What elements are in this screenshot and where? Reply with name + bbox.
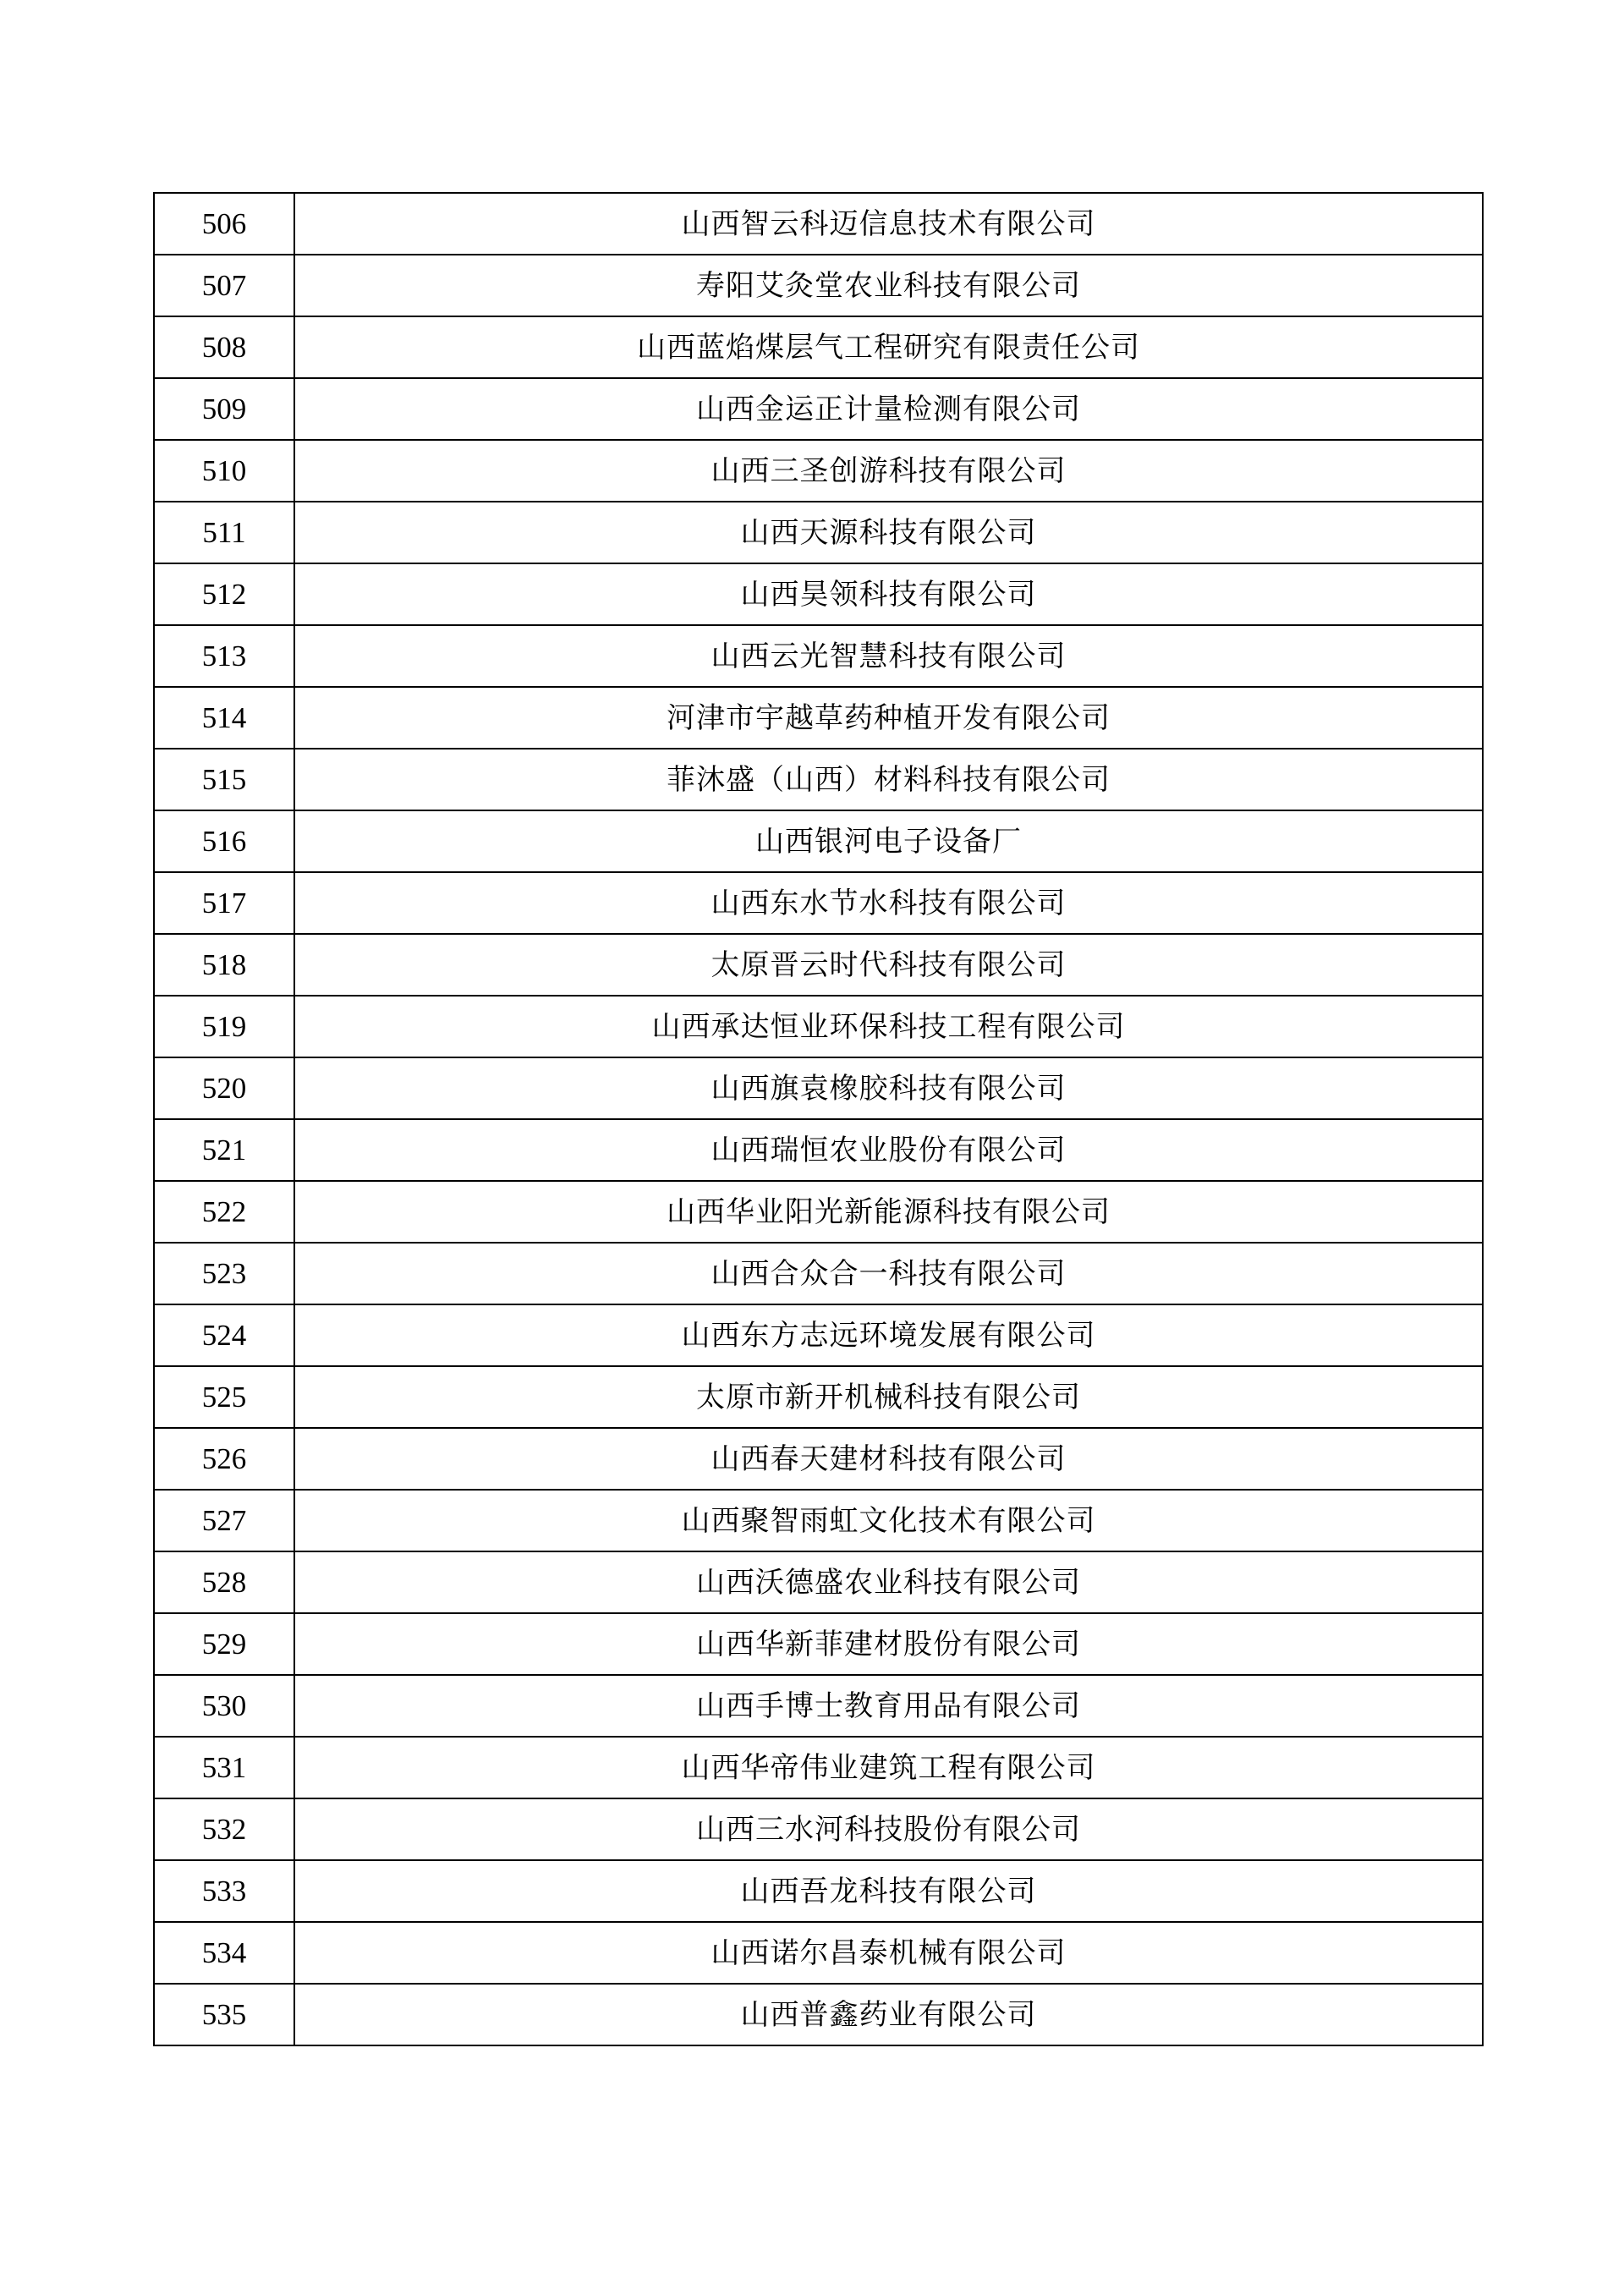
table-row — [154, 1304, 1483, 1366]
company-name-cell: 山西华业阳光新能源科技有限公司 — [294, 1181, 1483, 1243]
company-name-cell: 山西聚智雨虹文化技术有限公司 — [294, 1490, 1483, 1551]
table-row — [154, 1366, 1483, 1428]
company-name-cell: 山西三圣创游科技有限公司 — [294, 440, 1483, 502]
table-row — [154, 1551, 1483, 1613]
company-name-cell: 山西东水节水科技有限公司 — [294, 872, 1483, 934]
table-row — [154, 193, 1483, 255]
row-number-cell: 515 — [154, 749, 294, 810]
company-name-cell: 山西吾龙科技有限公司 — [294, 1860, 1483, 1922]
company-list-table — [153, 192, 1484, 2046]
table-row — [154, 1798, 1483, 1860]
row-number-cell: 526 — [154, 1428, 294, 1490]
row-number-cell: 529 — [154, 1613, 294, 1675]
table-row — [154, 810, 1483, 872]
company-name-cell: 山西金运正计量检测有限公司 — [294, 378, 1483, 440]
row-number-cell: 528 — [154, 1551, 294, 1613]
table-row — [154, 996, 1483, 1057]
row-number-cell: 522 — [154, 1181, 294, 1243]
company-name-cell: 太原市新开机械科技有限公司 — [294, 1366, 1483, 1428]
table-row — [154, 1984, 1483, 2045]
company-name-cell: 山西华帝伟业建筑工程有限公司 — [294, 1737, 1483, 1798]
table-row — [154, 1243, 1483, 1304]
row-number-cell: 510 — [154, 440, 294, 502]
row-number-cell: 525 — [154, 1366, 294, 1428]
row-number-cell: 523 — [154, 1243, 294, 1304]
company-name-cell: 山西手博士教育用品有限公司 — [294, 1675, 1483, 1737]
row-number-cell: 518 — [154, 934, 294, 996]
row-number-cell: 517 — [154, 872, 294, 934]
table-row — [154, 1119, 1483, 1181]
table-row — [154, 1675, 1483, 1737]
table-row — [154, 1428, 1483, 1490]
row-number-cell: 519 — [154, 996, 294, 1057]
row-number-cell: 520 — [154, 1057, 294, 1119]
table-row — [154, 934, 1483, 996]
row-number-cell: 531 — [154, 1737, 294, 1798]
table-row — [154, 687, 1483, 749]
company-name-cell: 太原晋云时代科技有限公司 — [294, 934, 1483, 996]
row-number-cell: 514 — [154, 687, 294, 749]
company-name-cell: 山西云光智慧科技有限公司 — [294, 625, 1483, 687]
company-name-cell: 山西合众合一科技有限公司 — [294, 1243, 1483, 1304]
row-number-cell: 534 — [154, 1922, 294, 1984]
row-number-cell: 513 — [154, 625, 294, 687]
row-number-cell: 506 — [154, 193, 294, 255]
company-name-cell: 寿阳艾灸堂农业科技有限公司 — [294, 255, 1483, 316]
company-name-cell: 山西银河电子设备厂 — [294, 810, 1483, 872]
table-row — [154, 1613, 1483, 1675]
row-number-cell: 516 — [154, 810, 294, 872]
row-number-cell: 533 — [154, 1860, 294, 1922]
company-name-cell: 河津市宇越草药种植开发有限公司 — [294, 687, 1483, 749]
company-name-cell: 山西春天建材科技有限公司 — [294, 1428, 1483, 1490]
company-name-cell: 山西旗袁橡胶科技有限公司 — [294, 1057, 1483, 1119]
company-name-cell: 山西天源科技有限公司 — [294, 502, 1483, 563]
table-row — [154, 749, 1483, 810]
table-row — [154, 872, 1483, 934]
company-name-cell: 山西三水河科技股份有限公司 — [294, 1798, 1483, 1860]
table-row — [154, 1057, 1483, 1119]
company-name-cell: 山西承达恒业环保科技工程有限公司 — [294, 996, 1483, 1057]
table-row — [154, 563, 1483, 625]
table-row — [154, 502, 1483, 563]
row-number-cell: 527 — [154, 1490, 294, 1551]
table-row — [154, 1860, 1483, 1922]
company-name-cell: 山西东方志远环境发展有限公司 — [294, 1304, 1483, 1366]
company-name-cell: 山西昊领科技有限公司 — [294, 563, 1483, 625]
company-name-cell: 山西华新菲建材股份有限公司 — [294, 1613, 1483, 1675]
table-row — [154, 1737, 1483, 1798]
table-row — [154, 1922, 1483, 1984]
row-number-cell: 511 — [154, 502, 294, 563]
row-number-cell: 530 — [154, 1675, 294, 1737]
table-row — [154, 378, 1483, 440]
table-row — [154, 255, 1483, 316]
row-number-cell: 521 — [154, 1119, 294, 1181]
table-row — [154, 1490, 1483, 1551]
company-name-cell: 山西蓝焰煤层气工程研究有限责任公司 — [294, 316, 1483, 378]
row-number-cell: 532 — [154, 1798, 294, 1860]
table-row — [154, 316, 1483, 378]
table-body — [154, 193, 1483, 2045]
company-name-cell: 山西普鑫药业有限公司 — [294, 1984, 1483, 2045]
company-name-cell: 山西沃德盛农业科技有限公司 — [294, 1551, 1483, 1613]
row-number-cell: 535 — [154, 1984, 294, 2045]
company-name-cell: 山西智云科迈信息技术有限公司 — [294, 193, 1483, 255]
company-name-cell: 菲沐盛（山西）材料科技有限公司 — [294, 749, 1483, 810]
table-row — [154, 625, 1483, 687]
table-row — [154, 1181, 1483, 1243]
table-row — [154, 440, 1483, 502]
row-number-cell: 524 — [154, 1304, 294, 1366]
row-number-cell: 507 — [154, 255, 294, 316]
row-number-cell: 512 — [154, 563, 294, 625]
row-number-cell: 509 — [154, 378, 294, 440]
row-number-cell: 508 — [154, 316, 294, 378]
company-name-cell: 山西瑞恒农业股份有限公司 — [294, 1119, 1483, 1181]
company-name-cell: 山西诺尔昌泰机械有限公司 — [294, 1922, 1483, 1984]
